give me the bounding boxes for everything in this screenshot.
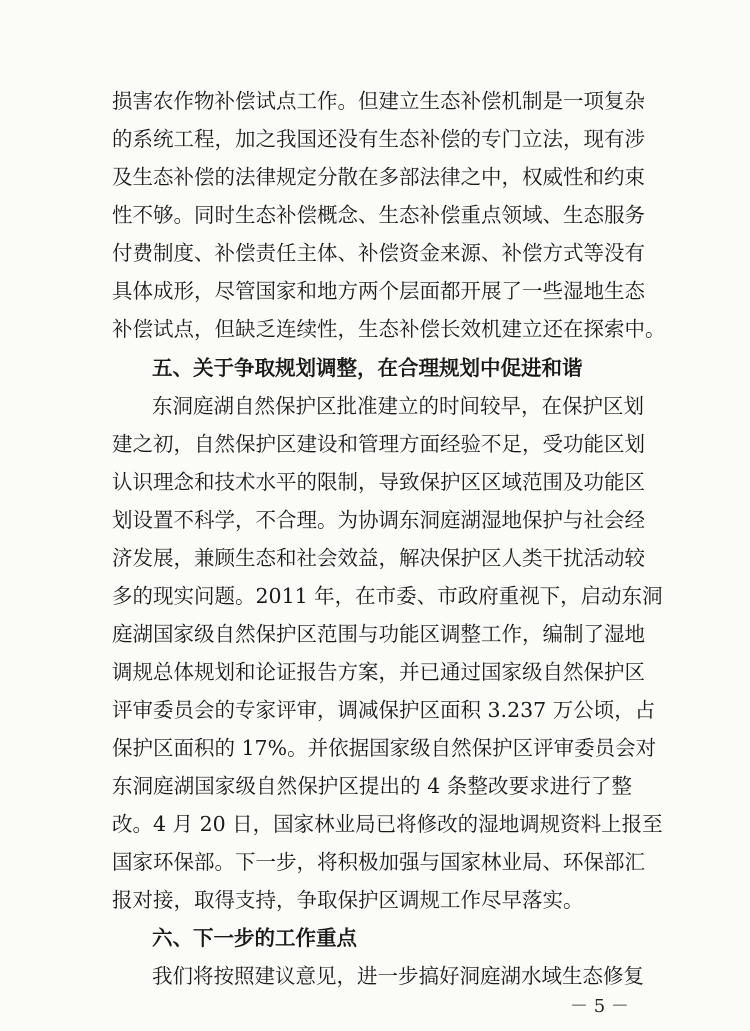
text-line: 的系统工程，加之我国还没有生态补偿的专门立法，现有涉 — [112, 127, 645, 151]
text-line: 保护区面积的 17%。并依据国家级自然保护区评审委员会对 — [112, 736, 657, 760]
text-line: 多的现实问题。2011 年，在市委、市政府重视下，启动东洞 — [112, 584, 663, 608]
text-line: 认识理念和技术水平的限制，导致保护区区域范围及功能区 — [112, 470, 645, 494]
text-line: 损害农作物补偿试点工作。但建立生态补偿机制是一项复杂 — [112, 89, 645, 113]
text-line: 及生态补偿的法律规定分散在多部法律之中，权威性和约束 — [112, 165, 645, 189]
text-line: 东洞庭湖自然保护区批准建立的时间较早，在保护区划 — [152, 394, 644, 418]
text-line: 济发展，兼顾生态和社会效益，解决保护区人类干扰活动较 — [112, 546, 645, 570]
text-line: 调规总体规划和论证报告方案，并已通过国家级自然保护区 — [112, 660, 645, 684]
text-line: 我们将按照建议意见，进一步搞好洞庭湖水域生态修复 — [152, 964, 644, 988]
section-heading-5: 五、关于争取规划调整，在合理规划中促进和谐 — [152, 356, 583, 380]
text-line: 性不够。同时生态补偿概念、生态补偿重点领域、生态服务 — [112, 203, 645, 227]
text-line: 补偿试点，但缺乏连续性，生态补偿长效机建立还在探索中。 — [112, 317, 666, 341]
section-heading-6: 六、下一步的工作重点 — [152, 926, 357, 950]
text-line: 改。4 月 20 日，国家林业局已将修改的湿地调规资料上报至 — [112, 812, 663, 836]
text-line: 报对接，取得支持，争取保护区调规工作尽早落实。 — [112, 888, 584, 912]
text-line: 划设置不科学，不合理。为协调东洞庭湖湿地保护与社会经 — [112, 508, 645, 532]
text-line: 评审委员会的专家评审，调减保护区面积 3.237 万公顷，占 — [112, 698, 656, 722]
text-line: 具体成形，尽管国家和地方两个层面都开展了一些湿地生态 — [112, 279, 645, 303]
text-line: 国家环保部。下一步，将积极加强与国家林业局、环保部汇 — [112, 850, 645, 874]
page-number: － 5 － — [570, 996, 629, 1017]
text-line: 东洞庭湖国家级自然保护区提出的 4 条整改要求进行了整 — [112, 774, 632, 798]
text-line: 建之初，自然保护区建设和管理方面经验不足，受功能区划 — [112, 432, 645, 456]
text-line: 付费制度、补偿责任主体、补偿资金来源、补偿方式等没有 — [112, 241, 645, 265]
text-line: 庭湖国家级自然保护区范围与功能区调整工作，编制了湿地 — [112, 622, 645, 646]
